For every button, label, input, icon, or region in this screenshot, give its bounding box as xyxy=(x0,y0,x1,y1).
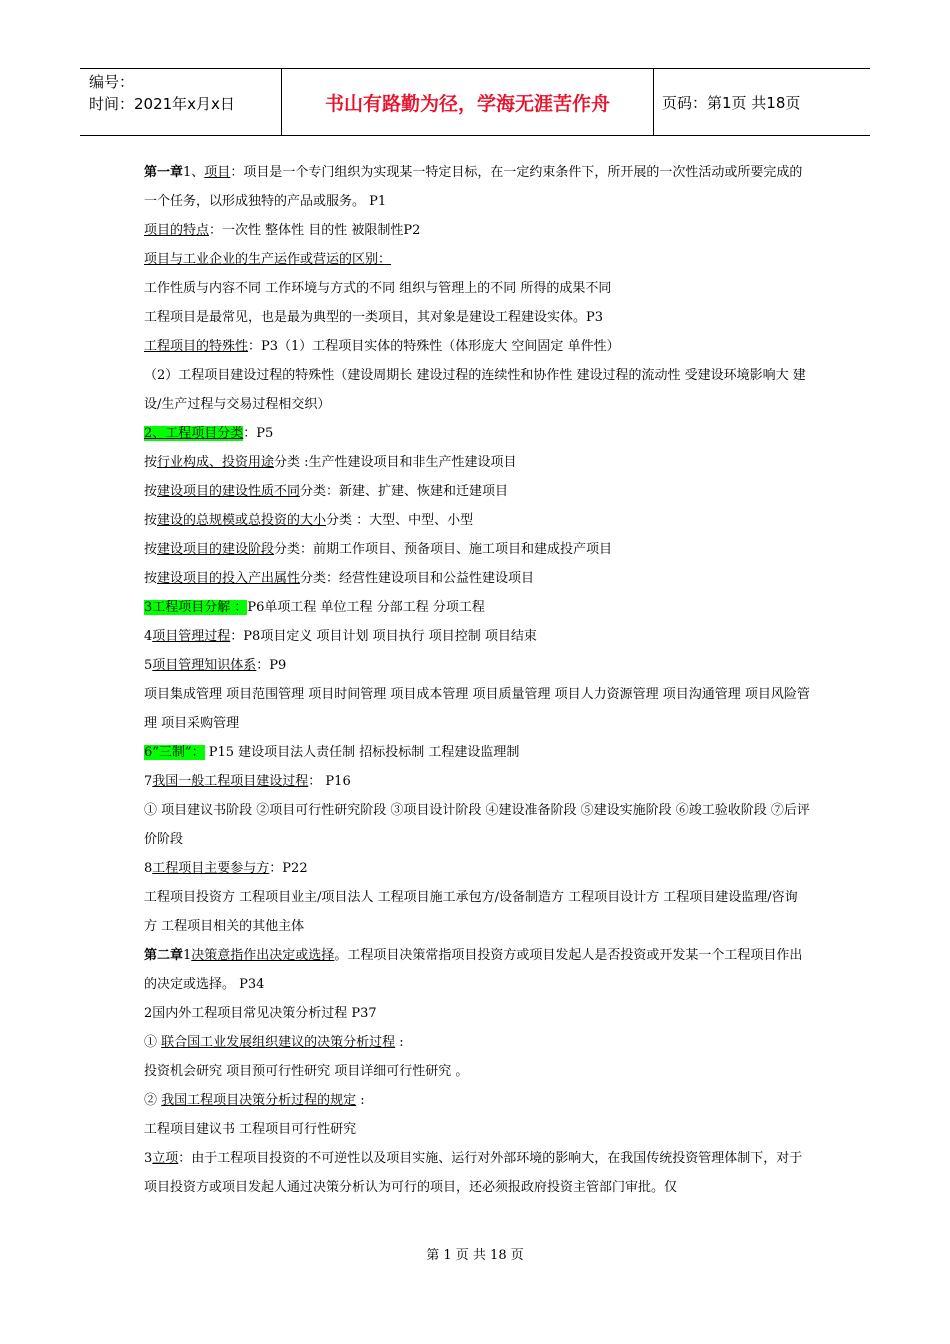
text: ② xyxy=(144,1093,162,1108)
paragraph xyxy=(144,1086,810,1115)
text: 1 xyxy=(183,948,192,963)
paragraph xyxy=(144,535,810,564)
text: ① xyxy=(144,1035,162,1050)
term: 项目与工业企业的生产运作或营运的区别： xyxy=(144,252,392,267)
text: 分类：前期工作项目、预备项目、施工项目和建成投产项目 xyxy=(274,542,613,557)
paragraph xyxy=(144,767,810,796)
text: 分类：经营性建设项目和公益性建设项目 xyxy=(300,571,535,586)
paragraph xyxy=(144,332,810,361)
text: 3 xyxy=(144,1151,153,1166)
paragraph xyxy=(144,738,810,767)
term: 建设项目的建设阶段 xyxy=(157,542,275,557)
paragraph xyxy=(144,854,810,883)
text: 4 xyxy=(144,629,153,644)
number-label: 编号： xyxy=(89,73,135,91)
paragraph xyxy=(144,593,810,622)
term: 决策意指作出决定或选择 xyxy=(191,948,335,963)
term: 建设项目的建设性质不同 xyxy=(157,484,301,499)
text: ：P3（1）工程项目实体的特殊性（体形庞大 空间固定 单件性） xyxy=(248,339,620,354)
paragraph xyxy=(144,477,810,506)
text: ：项目是一个专门组织为实现某一特定目标，在一定约束条件下，所开展的一次性活动或所要完成的一个任务，以形成独特的产品或服务。 P1 xyxy=(144,165,803,209)
paragraph xyxy=(144,651,810,680)
term: 建设项目的投入产出属性 xyxy=(157,571,301,586)
paragraph xyxy=(144,1028,810,1057)
page-footer: 第 1 页 共 18 页 xyxy=(426,1248,524,1263)
text: 按 xyxy=(144,484,158,499)
text: ： P16 xyxy=(308,774,351,789)
highlighted-term: 2、工程项目分类 xyxy=(144,426,244,441)
paragraph xyxy=(144,216,810,245)
paragraph: （2）工程项目建设过程的特殊性（建设周期长 建设过程的连续性和协作性 建设过程的流动性 受建设环境影响大 建设/生产过程与交易过程相交织） xyxy=(144,368,806,412)
text: : xyxy=(356,1093,365,1108)
text: ：P9 xyxy=(256,658,287,673)
header-info-cell xyxy=(80,69,282,135)
term: 工程项目主要参与方 xyxy=(152,861,270,876)
term: 行业构成、投资用途 xyxy=(157,455,275,470)
paragraph: 投资机会研究 项目预可行性研究 项目详细可行性研究 。 xyxy=(144,1064,469,1079)
paragraph xyxy=(144,419,810,448)
term: 工程项目的特殊性 xyxy=(144,339,249,354)
text: 分类 ：大型、中型、小型 xyxy=(326,513,474,528)
term: 我国一般工程项目建设过程 xyxy=(152,774,309,789)
text: 7 xyxy=(144,774,153,789)
text: 分类：新建、扩建、恢建和迁建项目 xyxy=(300,484,509,499)
text: 1、 xyxy=(183,165,205,180)
text: 按 xyxy=(144,571,158,586)
text: : xyxy=(395,1035,404,1050)
text: 分类 :生产性建设项目和非生产性建设项目 xyxy=(274,455,517,470)
text: ：由于工程项目投资的不可逆性以及项目实施、运行对外部环境的影响大，在我国传统投资管理体制下，对于项目投资方或项目发起人通过决策分析认为可行的项目，还必须报政府投资主管部门审批。仅 xyxy=(144,1151,803,1195)
paragraph: ① 项目建议书阶段 ②项目可行性研究阶段 ③项目设计阶段 ④建设准备阶段 ⑤建设实施阶段 ⑥竣工验收阶段 ⑦后评价阶段 xyxy=(144,803,810,847)
text: ：P8项目定义 项目计划 项目执行 项目控制 项目结束 xyxy=(230,629,537,644)
paragraph xyxy=(144,622,810,651)
text: P15 建设项目法人责任制 招标投标制 工程建设监理制 xyxy=(204,745,520,760)
term: 项目 xyxy=(204,165,231,180)
paragraph xyxy=(144,1144,810,1202)
term: 项目管理知识体系 xyxy=(152,658,257,673)
page-header xyxy=(80,68,870,136)
paragraph xyxy=(144,245,810,274)
term: 我国工程项目决策分析过程的规定 xyxy=(161,1093,357,1108)
date-label: 时间：2021年x月x日 xyxy=(89,95,235,113)
text: 5 xyxy=(144,658,153,673)
chapter-heading: 第一章 xyxy=(144,165,184,180)
paragraph: 工程项目是最常见，也是最为典型的一类项目，其对象是建设工程建设实体。P3 xyxy=(144,310,604,325)
paragraph: 2国内外工程项目常见决策分析过程 P37 xyxy=(144,1006,377,1021)
paragraph: 项目集成管理 项目范围管理 项目时间管理 项目成本管理 项目质量管理 项目人力资源管理 项目沟通管理 项目风险管理 项目采购管理 xyxy=(144,687,810,731)
header-motto: 书山有路勤为径，学海无涯苦作舟 xyxy=(282,69,654,135)
paragraph xyxy=(144,506,810,535)
text: 8 xyxy=(144,861,153,876)
paragraph xyxy=(144,448,810,477)
paragraph: 工作性质与内容不同 工作环境与方式的不同 组织与管理上的不同 所得的成果不同 xyxy=(144,281,612,296)
paragraph xyxy=(144,564,810,593)
paragraph xyxy=(144,941,810,999)
term: 建设的总规模或总投资的大小 xyxy=(157,513,327,528)
term: 立项 xyxy=(152,1151,179,1166)
text: ：一次性 整体性 目的性 被限制性P2 xyxy=(209,223,421,238)
paragraph: 工程项目建议书 工程项目可行性研究 xyxy=(144,1122,357,1137)
paragraph xyxy=(144,158,810,216)
text: 按 xyxy=(144,455,158,470)
term: 项目管理过程 xyxy=(152,629,231,644)
header-page-label: 页码：第1页 共18页 xyxy=(662,93,801,112)
text: 按 xyxy=(144,513,158,528)
chapter-heading: 第二章 xyxy=(144,948,184,963)
term: 项目的特点 xyxy=(144,223,210,238)
text: 按 xyxy=(144,542,158,557)
text: ：P22 xyxy=(269,861,308,876)
paragraph: 工程项目投资方 工程项目业主/项目法人 工程项目施工承包方/设备制造方 工程项目设计方 工程项目建设监理/咨询方 工程项目相关的其他主体 xyxy=(144,890,798,934)
term: 联合国工业发展组织建议的决策分析过程 xyxy=(161,1035,396,1050)
text: 。工程项目决策常指项目投资方或项目发起人是否投资或开发某一个工程项目作出的决定或选择。 P34 xyxy=(144,948,803,992)
document-body xyxy=(144,158,810,1202)
highlighted-term: 6“三制”： xyxy=(144,745,205,760)
text: P6单项工程 单位工程 分部工程 分项工程 xyxy=(247,600,485,615)
highlighted-term: 3工程项目分解 ： xyxy=(144,600,248,615)
text: ：P5 xyxy=(243,426,274,441)
